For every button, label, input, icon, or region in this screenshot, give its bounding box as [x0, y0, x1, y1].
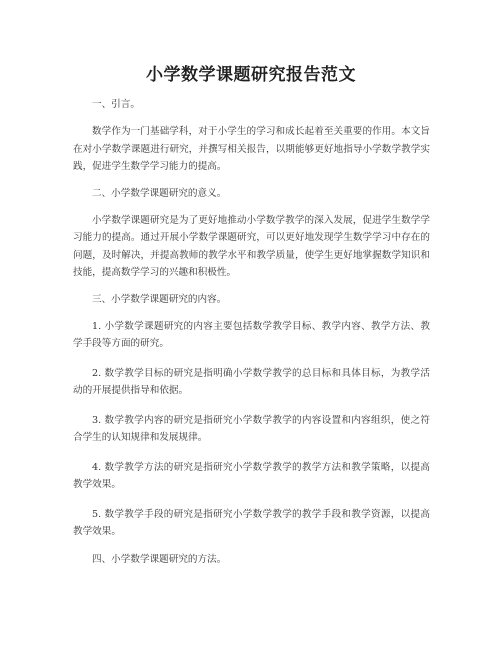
list-item-4: 4. 数学教学方法的研究是指研究小学数学教学的教学方法和教学策略，以提高教学效果。: [73, 461, 430, 490]
section-heading-content: 三、小学数学课题研究的内容。: [92, 293, 227, 305]
list-item-3: 3. 数学教学内容的研究是指研究小学数学教学的内容设置和内容组织，使之符合学生的认知规律和发展规律。: [73, 414, 430, 443]
section-heading-methods: 四、小学数学课题研究的方法。: [92, 553, 227, 565]
list-item-5: 5. 数学教学手段的研究是指研究小学数学教学的教学手段和教学资源，以提高教学效果。: [73, 508, 430, 537]
section-heading-significance: 二、小学数学课题研究的意义。: [92, 187, 227, 199]
section-heading-intro: 一、引言。: [92, 99, 140, 110]
list-item-1: 1. 小学数学课题研究的内容主要包括数学教学目标、教学内容、教学方法、教学手段等方面的研究。: [73, 320, 430, 349]
document-body: [73, 98, 430, 578]
paragraph-intro: 数学作为一门基础学科，对于小学生的学习和成长起着至关重要的作用。本文旨在对小学数学课题进行研究，并撰写相关报告，以期能够更好地指导小学数学教学实践，促进学生数学学习能力的提高。: [73, 126, 430, 172]
document-title: 小学数学课题研究报告范文: [146, 65, 356, 85]
list-item-2: 2. 数学教学目标的研究是指明确小学数学教学的总目标和具体目标，为教学活动的开展提供指导和依据。: [73, 367, 430, 396]
paragraph-significance: 小学数学课题研究是为了更好地推动小学数学教学的深入发展，促进学生数学学习能力的提高。通过开展小学数学课题研究，可以更好地发现学生数学学习中存在的问题，及时解决，并提高教师的教学水平和教学质量，使学生更好地掌握数学知识和技能，提高数学学习的兴趣和积极性。: [73, 214, 430, 278]
